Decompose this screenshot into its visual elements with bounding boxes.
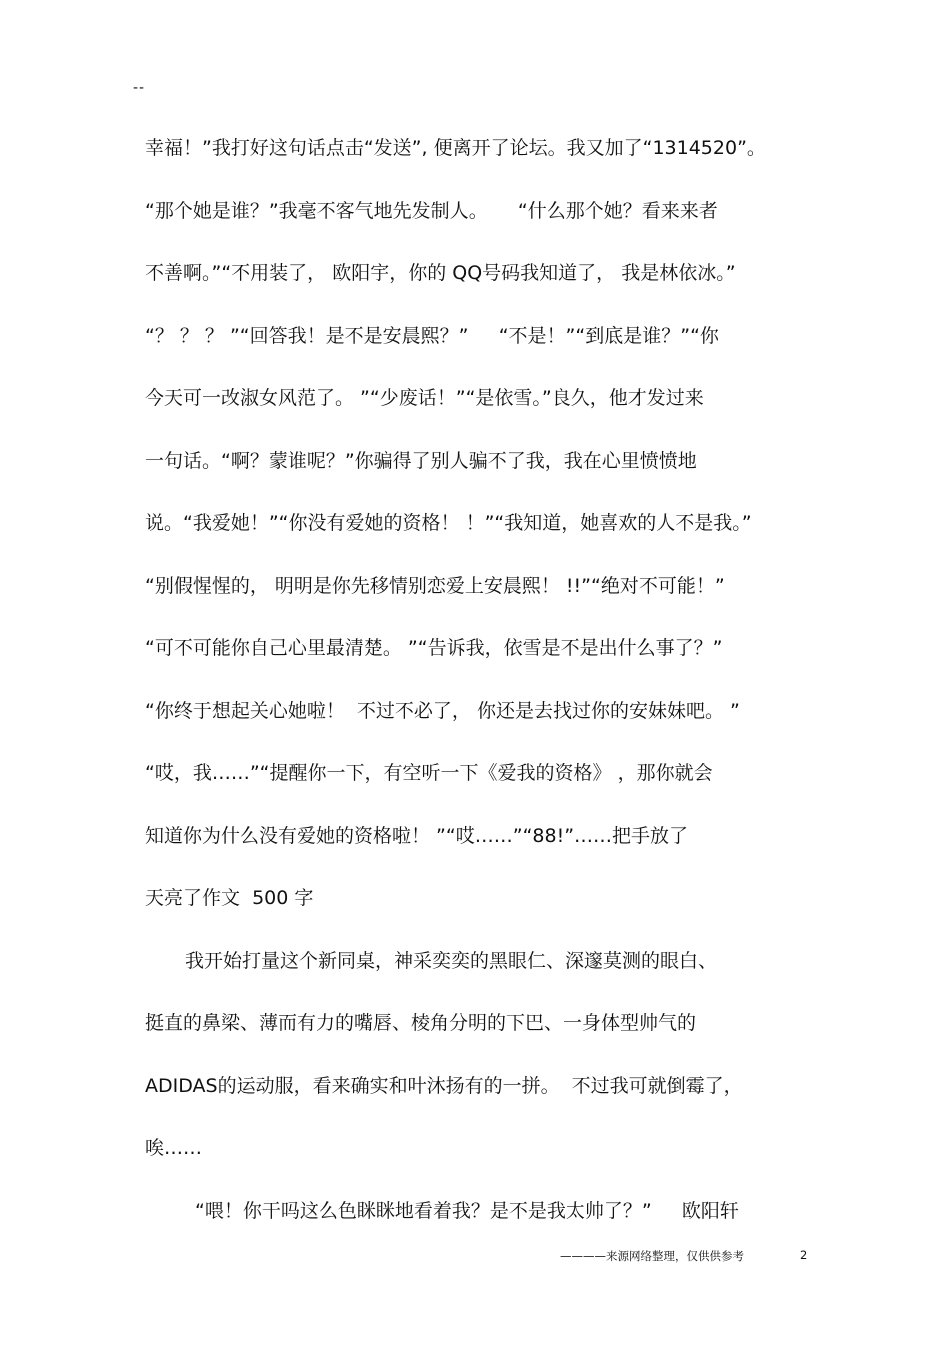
text-line: “别假惺惺的， 明明是你先移情别恋爱上安晨熙！ !!”“绝对不可能！” (145, 574, 725, 597)
footer-source-note: ————来源网络整理，仅供供参考 (560, 1249, 744, 1263)
text-line: 一句话。“啊？蒙谁呢？”你骗得了别人骗不了我，我在心里愤愤地 (145, 449, 697, 472)
text-line: “可不可能你自己心里最清楚。 ”“告诉我，依雪是不是出什么事了？” (145, 637, 723, 659)
text-line: 我开始打量这个新同桌，神采奕奕的黑眼仁、深邃莫测的眼白、 (185, 949, 718, 972)
text-line: “？ ？ ？ ”“回答我！是不是安晨熙？” “不是！”“到底是谁？”“你 (145, 324, 719, 347)
text-line: 今天可一改淑女风范了。 ”“少废话！”“是依雪。”良久，他才发过来 (145, 387, 704, 409)
text-line: 不善啊。”“不用装了， 欧阳宇，你的 QQ号码我知道了， 我是林依冰。” (145, 262, 736, 284)
section-title: 天亮了作文 500 字 (145, 887, 314, 909)
text-line: 幸福！”我打好这句话点击“发送”, 便离开了论坛。我又加了“1314520”。 (145, 137, 766, 159)
text-line: “喂！你干吗这么色眯眯地看着我？是不是我太帅了？” 欧阳轩 (195, 1199, 739, 1222)
text-line: “你终于想起关心她啦！ 不过不必了， 你还是去找过你的安妹妹吧。 ” (145, 699, 740, 722)
text-line: ADIDAS的运动服，看来确实和叶沐扬有的一拼。 不过我可就倒霉了， (145, 1074, 743, 1097)
text-line: 说。“我爱她！”“你没有爱她的资格！ ！”“我知道，她喜欢的人不是我。” (145, 512, 752, 534)
page-corner-mark: -- (133, 80, 146, 96)
text-line: 唉…… (145, 1137, 203, 1159)
text-line: “那个她是谁？”我毫不客气地先发制人。 “什么那个她？看来来者 (145, 199, 718, 222)
page-number: 2 (800, 1248, 808, 1262)
article-body (145, 128, 825, 1253)
text-line: 挺直的鼻梁、薄而有力的嘴唇、棱角分明的下巴、一身体型帅气的 (145, 1012, 697, 1034)
text-line: 知道你为什么没有爱她的资格啦！ ”“哎……”“88!”……把手放了 (145, 824, 689, 847)
text-line: “哎，我……”“提醒你一下，有空听一下《爱我的资格》 ，那你就会 (145, 762, 713, 784)
